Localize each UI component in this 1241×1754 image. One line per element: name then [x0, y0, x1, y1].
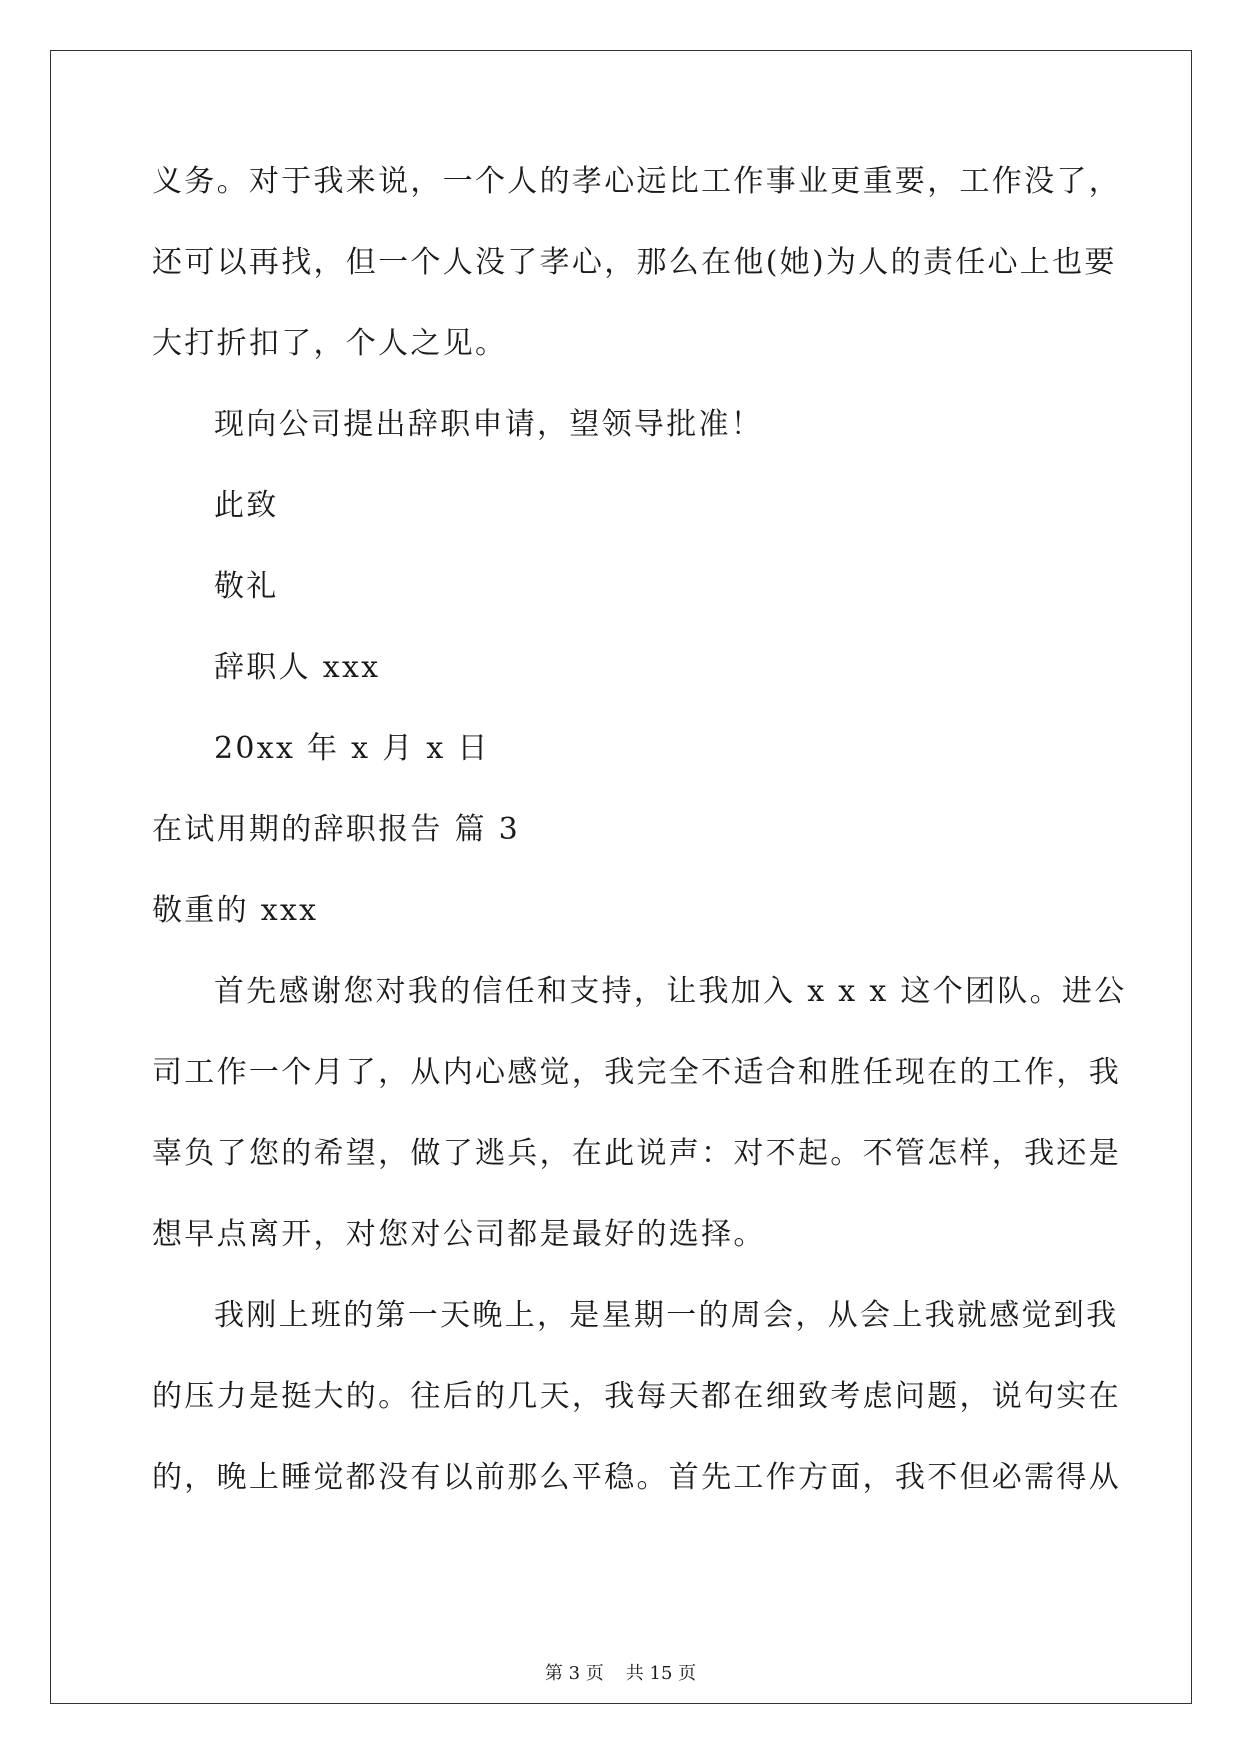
- body-line: 首先感谢您对我的信任和支持，让我加入 x x x 这个团队。进公: [214, 974, 1127, 1009]
- body-line: 辜负了您的希望，做了逃兵，在此说声：对不起。不管怎样，我还是: [152, 1136, 1121, 1171]
- body-line: 想早点离开，对您对公司都是最好的选择。: [152, 1217, 766, 1252]
- closing-salutation: 此致: [214, 488, 279, 523]
- body-line: 的压力是挺大的。往后的几天，我每天都在细致考虑问题，说句实在: [152, 1379, 1121, 1414]
- body-line: 大打折扣了，个人之见。: [152, 326, 508, 361]
- body-line: 现向公司提出辞职申请，望领导批准！: [214, 407, 764, 442]
- section-heading: 在试用期的辞职报告 篇 3: [152, 812, 521, 847]
- closing-regards: 敬礼: [214, 569, 279, 604]
- page-total: 共 15 页: [625, 1663, 697, 1684]
- signature-line: 辞职人 xxx: [214, 650, 381, 685]
- body-line: 义务。对于我来说，一个人的孝心远比工作事业更重要，工作没了，: [152, 164, 1121, 199]
- body-line: 还可以再找，但一个人没了孝心，那么在他(她)为人的责任心上也要: [152, 245, 1117, 280]
- letter-greeting: 敬重的 xxx: [152, 893, 319, 928]
- page-footer: [0, 1662, 1241, 1686]
- page-border: [50, 50, 1192, 1704]
- body-line: 司工作一个月了，从内心感觉，我完全不适合和胜任现在的工作，我: [152, 1055, 1121, 1090]
- body-line: 我刚上班的第一天晚上，是星期一的周会，从会上我就感觉到我: [214, 1298, 1119, 1333]
- body-line: 的，晚上睡觉都没有以前那么平稳。首先工作方面，我不但必需得从: [152, 1460, 1121, 1495]
- page-number: 第 3 页: [544, 1663, 604, 1684]
- date-line: 20xx 年 x 月 x 日: [214, 731, 490, 766]
